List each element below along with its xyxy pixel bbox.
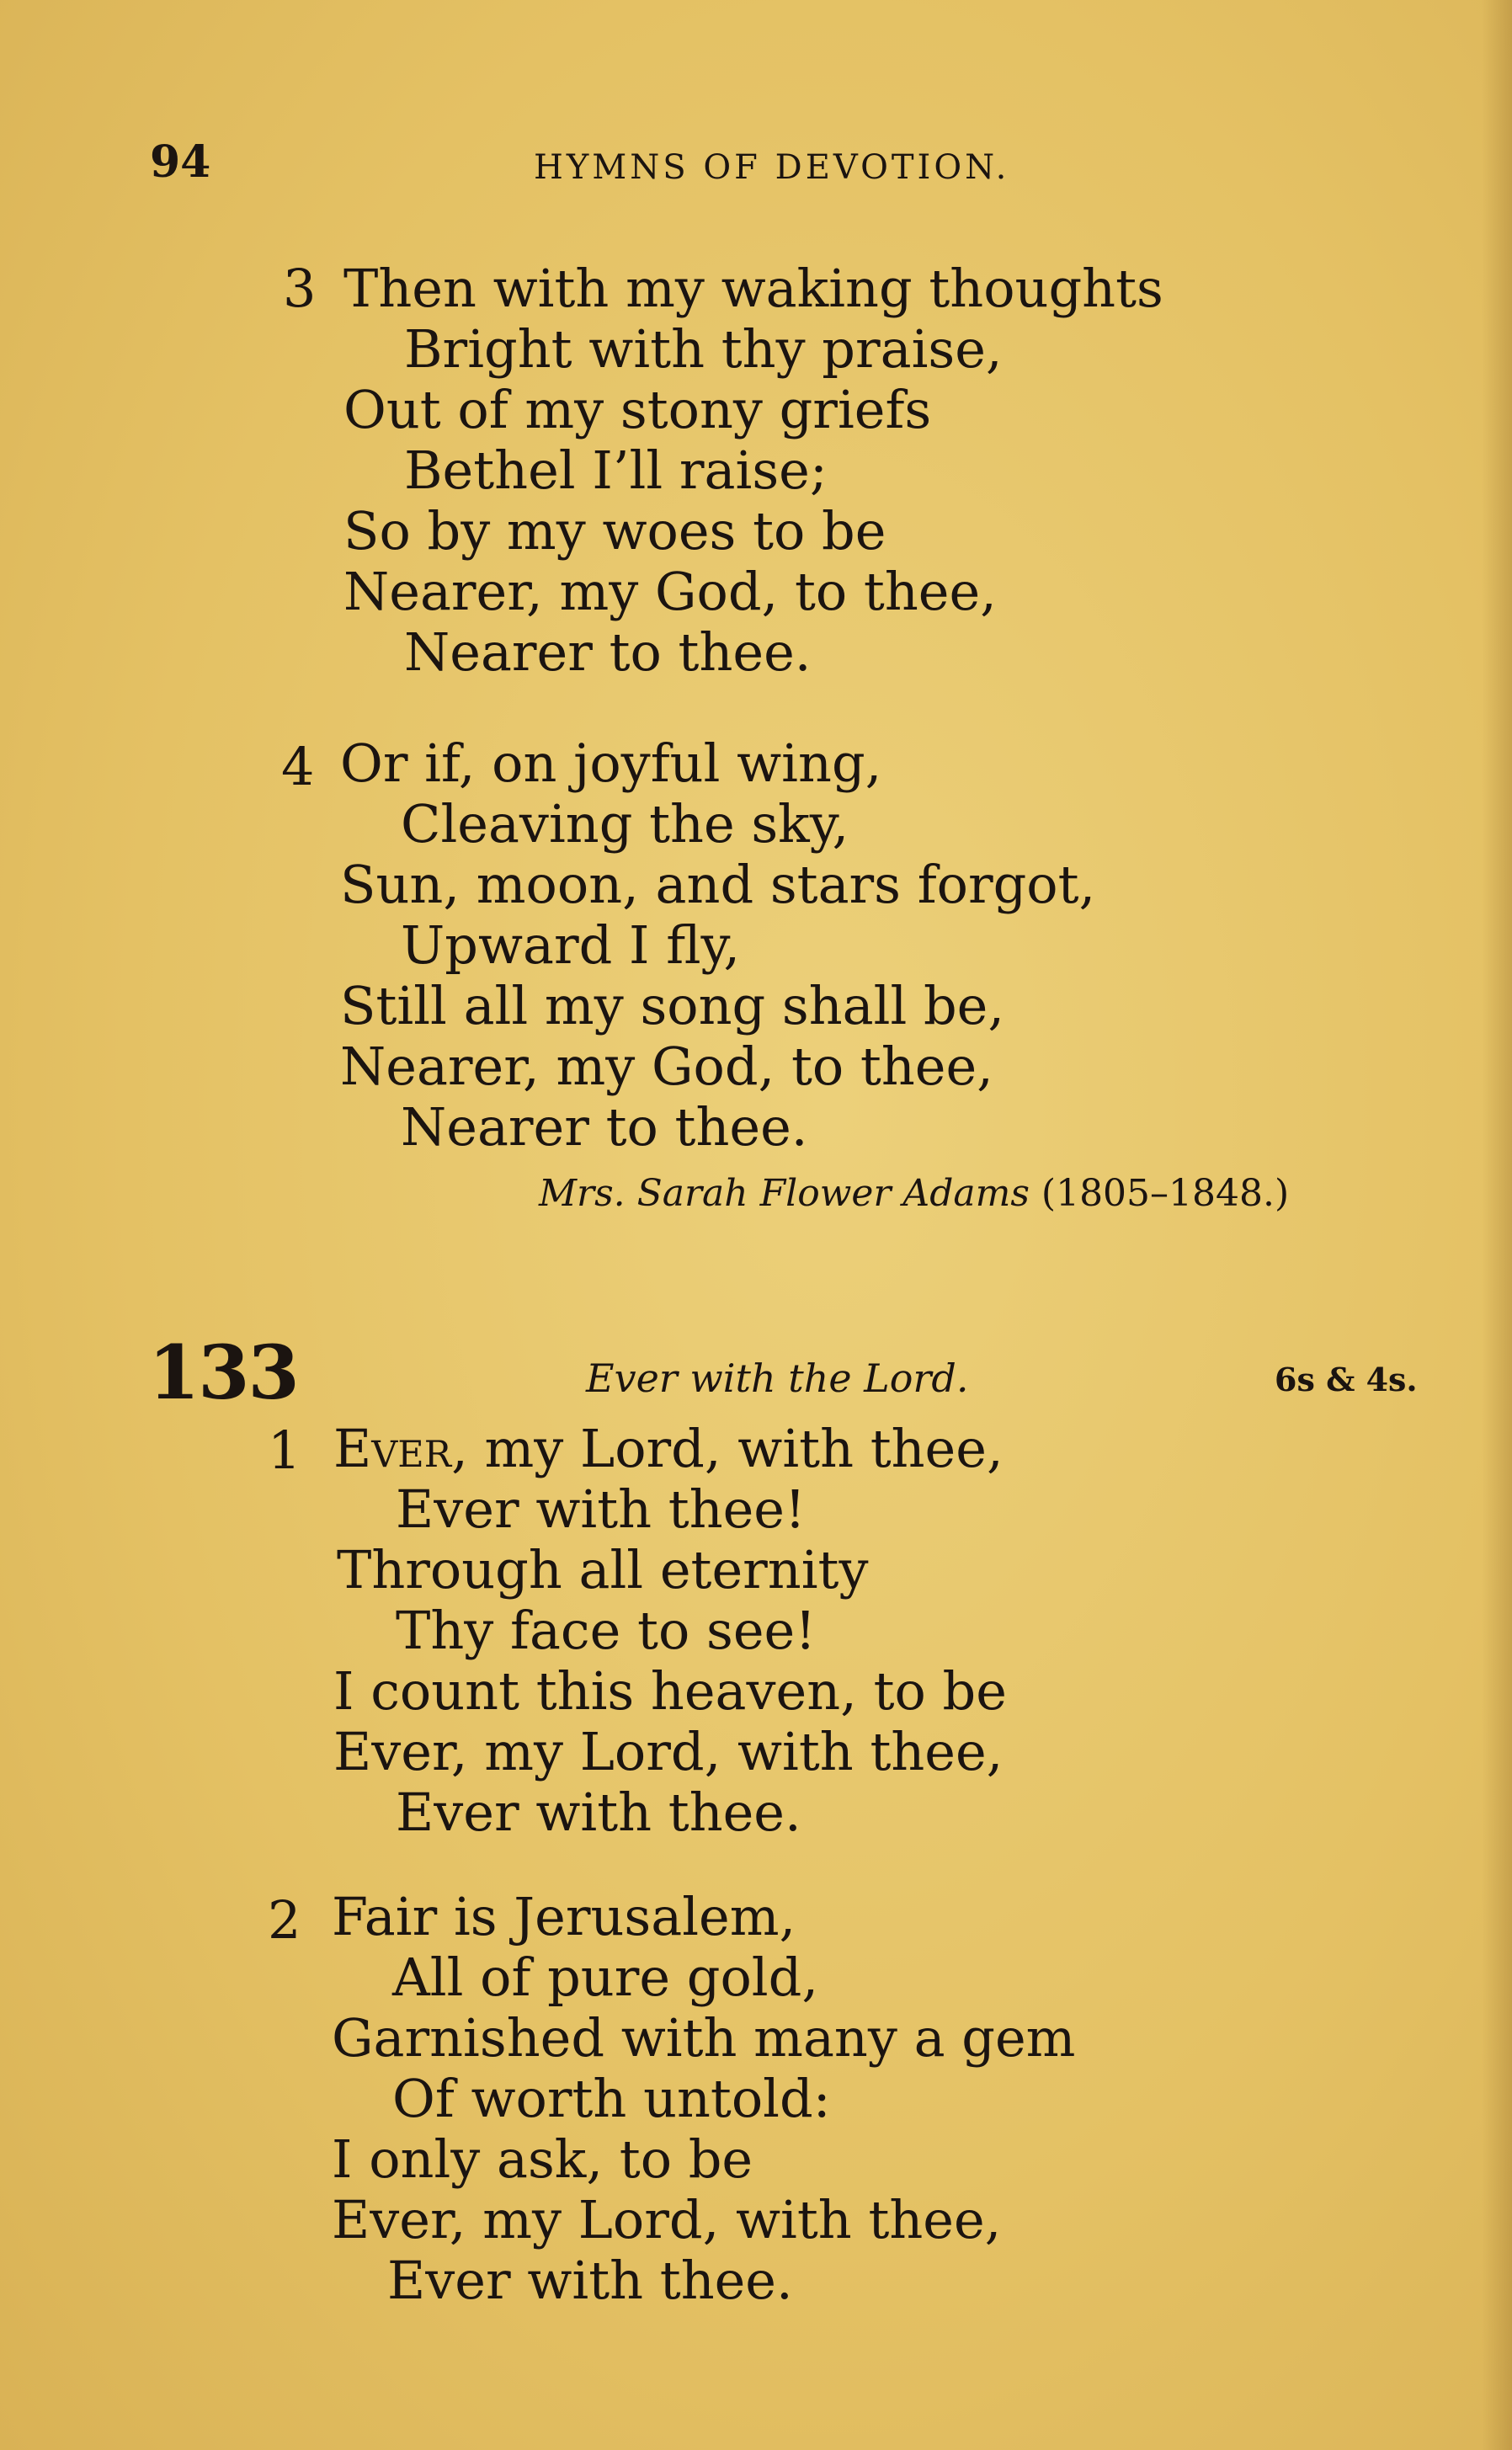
stanza-number: 1 xyxy=(268,1419,301,1481)
page-number: 94 xyxy=(150,136,211,188)
verse-line: Ever, my Lord, with thee, xyxy=(333,1721,1004,1782)
verse-line: Out of my stony griefs xyxy=(343,379,932,440)
hymn-number: 133 xyxy=(148,1329,298,1416)
verse-line: Ever with thee! xyxy=(396,1478,806,1540)
verse-line: So by my woes to be xyxy=(343,500,886,562)
verse-line: Or if, on joyful wing, xyxy=(340,732,882,794)
stanza-number: 4 xyxy=(281,736,315,797)
verse-line: I only ask, to be xyxy=(332,2128,753,2190)
verse-line: Ever with thee. xyxy=(387,2250,793,2311)
page-edge-shadow xyxy=(1482,0,1512,2450)
verse-line: Bethel I’ll raise; xyxy=(404,439,828,501)
verse-line: Upward I fly, xyxy=(401,914,741,976)
verse-line: I count this heaven, to be xyxy=(333,1660,1007,1722)
author-attribution xyxy=(539,1172,1289,1215)
verse-line: Fair is Jerusalem, xyxy=(332,1886,796,1947)
verse-line: Nearer to thee. xyxy=(404,621,812,683)
author-dates: (1805–1848.) xyxy=(1041,1172,1290,1215)
verse-line: Through all eternity xyxy=(337,1539,869,1600)
verse-line: Ever, my Lord, with thee, xyxy=(333,1418,1004,1479)
verse-line: Garnished with many a gem xyxy=(332,2007,1076,2069)
stanza-number: 2 xyxy=(268,1889,301,1951)
verse-line: Ever, my Lord, with thee, xyxy=(332,2189,1002,2250)
verse-line: Nearer, my God, to thee, xyxy=(340,1036,993,1097)
stanza-number: 3 xyxy=(283,258,317,319)
verse-line: Cleaving the sky, xyxy=(401,793,849,855)
verse-line: Still all my song shall be, xyxy=(340,975,1005,1036)
verse-line: Of worth untold: xyxy=(392,2068,831,2129)
first-word: Ever xyxy=(333,1418,452,1479)
author-name: Mrs. Sarah Flower Adams xyxy=(539,1172,1030,1215)
running-title: HYMNS OF DEVOTION. xyxy=(534,148,1010,187)
hymn-title: Ever with the Lord. xyxy=(586,1355,969,1401)
verse-line: Nearer, my God, to thee, xyxy=(343,561,997,622)
verse-line: Thy face to see! xyxy=(396,1600,817,1661)
verse-line: Ever with thee. xyxy=(396,1782,801,1843)
verse-line: All of pure gold, xyxy=(392,1947,819,2008)
verse-line: Bright with thy praise, xyxy=(404,318,1003,380)
verse-line: Sun, moon, and stars forgot, xyxy=(340,854,1096,915)
verse-line: Then with my waking thoughts xyxy=(343,258,1163,319)
hymn-meter: 6s & 4s. xyxy=(1275,1361,1418,1398)
verse-line: Nearer to thee. xyxy=(401,1096,808,1158)
